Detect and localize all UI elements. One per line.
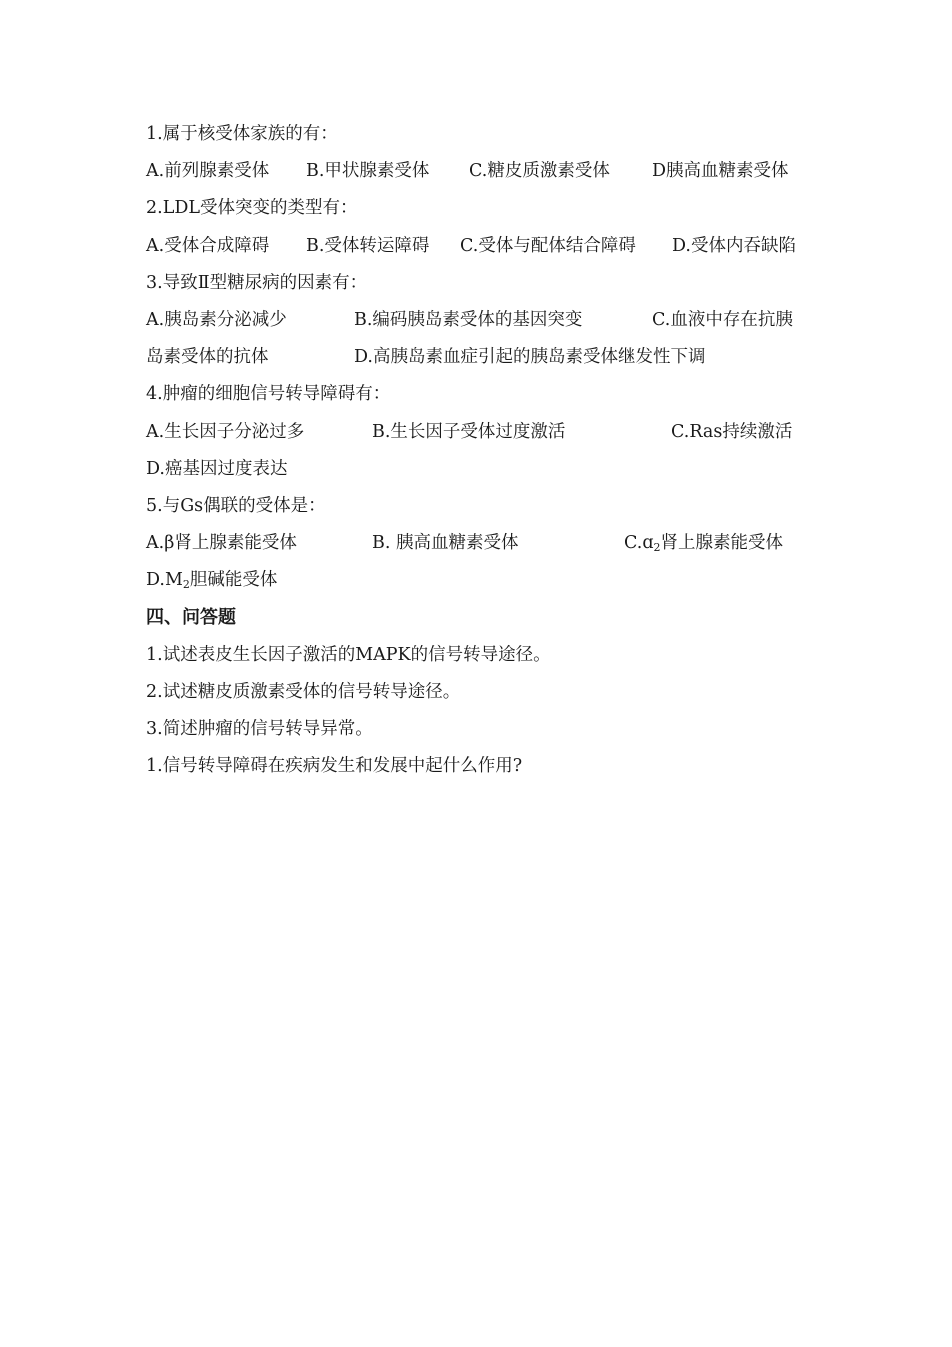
option-c-suffix: 肾上腺素能受体 [660, 533, 784, 554]
option-c: C.血液中存在抗胰 [652, 309, 793, 330]
question-stem: 1.属于核受体家族的有： [146, 124, 338, 144]
option-a: A.胰岛素分泌减少 [146, 309, 287, 330]
question-4-stem [146, 376, 826, 413]
question-stem: 2.LDL受体突变的类型有： [146, 198, 358, 219]
question-stem: 3.导致Ⅱ型糖尿病的因素有： [146, 272, 368, 293]
option-d: D胰高血糖素受体 [652, 161, 789, 182]
essay-question-text: 1.信号转导障碍在疾病发生和发展中起什么作用? [146, 756, 523, 777]
option-a: A.受体合成障碍 [146, 235, 270, 256]
option-c-subscript: 2 [653, 541, 661, 555]
question-5-stem [146, 488, 826, 525]
question-2-options [146, 228, 826, 265]
option-c: C.Ras持续激活 [671, 421, 793, 442]
essay-question [146, 637, 826, 674]
question-1-stem [146, 116, 826, 153]
document-page [146, 116, 826, 785]
essay-question-text: 1.试述表皮生长因子激活的MAPK的信号转导途径。 [146, 644, 551, 665]
option-c-prefix: C.ɑ [624, 533, 654, 554]
option-b: B.受体转运障碍 [306, 235, 430, 256]
question-4-options-cont [146, 451, 826, 488]
option-c: C.受体与配体结合障碍 [460, 235, 636, 256]
option-b: B.编码胰岛素受体的基因突变 [354, 309, 583, 330]
option-a: A.生长因子分泌过多 [146, 421, 305, 442]
option-d: D.癌基因过度表达 [146, 458, 288, 479]
question-3-options [146, 302, 826, 339]
option-d [146, 562, 277, 599]
essay-question-text: 3.简述肿瘤的信号转导异常。 [146, 719, 373, 739]
option-d-suffix: 胆碱能受体 [189, 570, 278, 591]
option-d-subscript: 2 [182, 578, 190, 592]
question-5-options-cont [146, 562, 826, 599]
option-a: A.β肾上腺素能受体 [146, 533, 297, 554]
essay-question [146, 748, 826, 785]
essay-question-text: 2.试述糖皮质激素受体的信号转导途径。 [146, 681, 461, 702]
question-2-stem [146, 190, 826, 227]
option-c-continued: 岛素受体的抗体 [146, 347, 269, 368]
option-d-prefix: D.M [146, 570, 183, 591]
question-5-options [146, 525, 826, 562]
option-b: B. 胰高血糖素受体 [372, 533, 519, 554]
essay-question [146, 711, 826, 748]
question-stem: 4.肿瘤的细胞信号转导障碍有： [146, 384, 391, 405]
question-1-options [146, 153, 826, 190]
section-heading-text: 四、问答题 [146, 607, 236, 629]
question-stem: 5.与Gs偶联的受体是： [146, 495, 326, 516]
option-c: C.糖皮质激素受体 [469, 161, 610, 182]
option-d: D.受体内吞缺陷 [672, 235, 796, 256]
option-a: A.前列腺素受体 [146, 161, 270, 182]
question-3-stem [146, 265, 826, 302]
option-b: B.生长因子受体过度激活 [372, 421, 566, 442]
option-c [624, 525, 783, 562]
option-d: D.高胰岛素血症引起的胰岛素受体继发性下调 [354, 347, 706, 368]
question-3-options-cont [146, 339, 826, 376]
essay-question [146, 674, 826, 711]
option-b: B.甲状腺素受体 [306, 161, 430, 182]
section-heading [146, 599, 826, 636]
question-4-options [146, 414, 826, 451]
